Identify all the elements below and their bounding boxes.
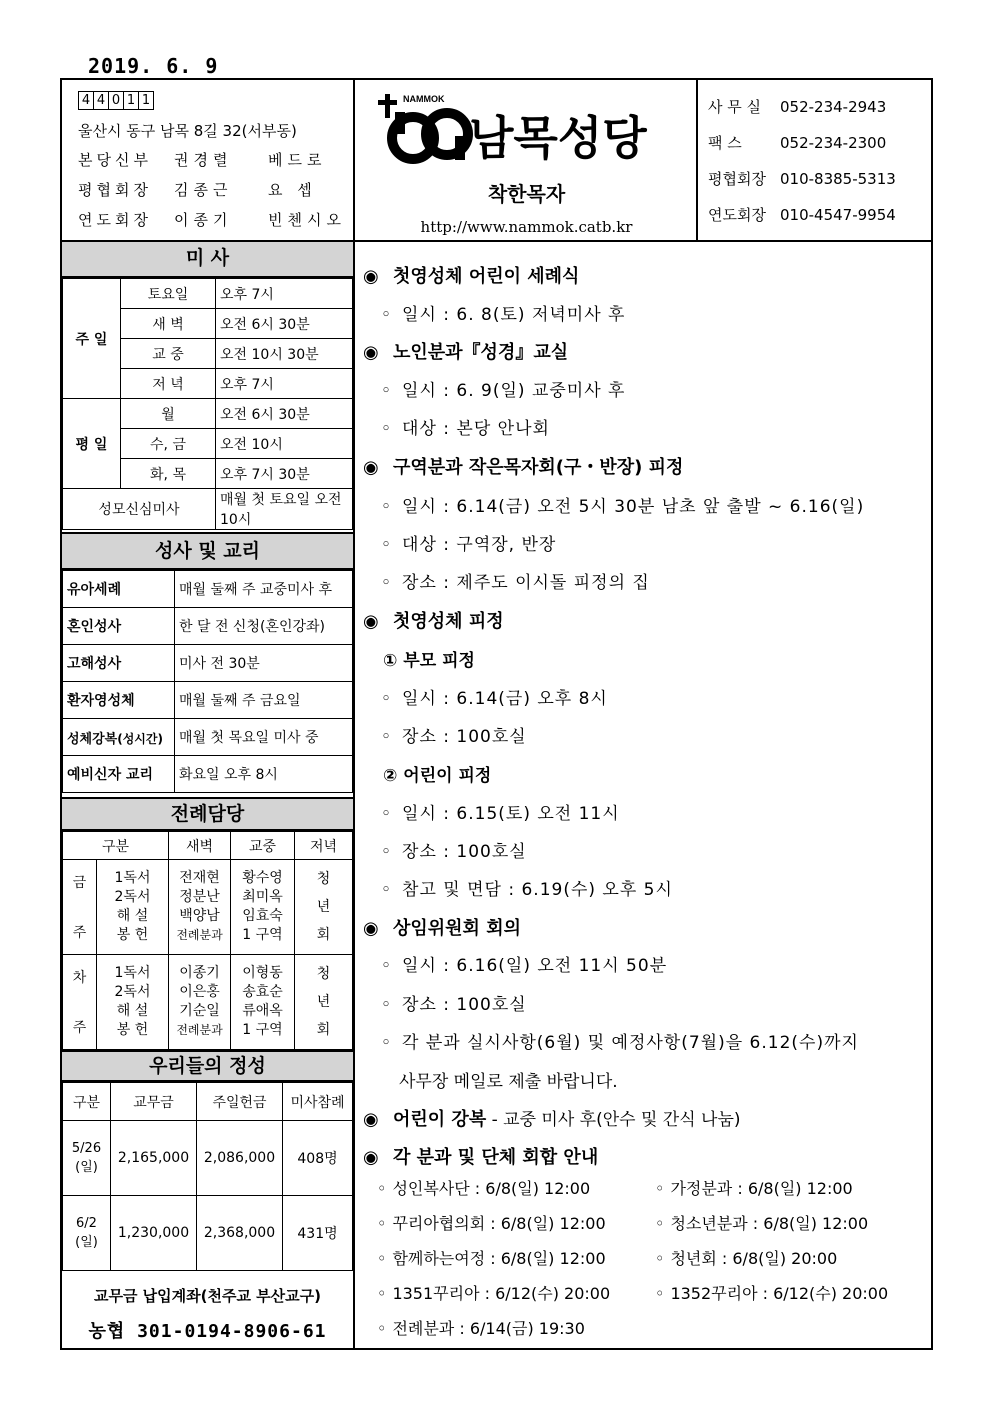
meeting-text: 가정분과 : 6/8(일) 12:00	[670, 1179, 853, 1198]
header	[62, 80, 931, 242]
liturgy-main-item: 1 구역	[242, 1022, 283, 1038]
notice-continuation	[399, 1067, 618, 1092]
liturgy-week-row	[63, 860, 353, 955]
liturgy-evening-item: 청	[316, 871, 331, 887]
liturgy-main-item: 황수영	[242, 870, 283, 886]
meeting-item	[655, 1211, 868, 1234]
notice-heading-text: 노인분과『성경』교실	[393, 342, 569, 363]
mass-row	[63, 399, 353, 429]
contact-phone: 010-8385-5313	[780, 170, 896, 188]
notices-column	[355, 242, 931, 1350]
liturgy-main-item: 최미옥	[242, 889, 283, 905]
liturgy-week-label	[63, 955, 97, 1050]
liturgy-roles	[97, 955, 169, 1050]
mass-time: 오후 7시 30분	[216, 459, 353, 489]
mass-table	[62, 278, 353, 530]
offering-date	[63, 1121, 111, 1196]
notice-item-text: 대상 : 본당 안나회	[402, 419, 550, 439]
liturgy-roles-item: 2독서	[114, 889, 151, 905]
liturgy-evening-item: 회	[316, 927, 331, 943]
mass-time: 오전 6시 30분	[216, 309, 353, 339]
bullet-icon: ◦	[655, 1249, 665, 1268]
bullet-icon: ◦	[377, 1249, 387, 1268]
liturgy-header: 새벽	[169, 832, 231, 860]
liturgy-main-item: 1 구역	[242, 927, 283, 943]
mass-group-label: 평 일	[63, 399, 121, 489]
address: 울산시 동구 남목 8길 32(서부동)	[78, 122, 297, 140]
liturgy-dawn-item: 이종기	[179, 965, 220, 981]
contact-phone: 052-234-2300	[780, 134, 887, 152]
notice-heading	[363, 1143, 598, 1169]
staff-role: 평협회장	[78, 181, 152, 199]
notice-heading-text: 구역분과 작은목자회(구・반장) 피정	[393, 457, 684, 478]
notice-item	[381, 530, 556, 555]
notice-heading	[363, 1105, 741, 1131]
bullet-icon: ◦	[377, 1179, 387, 1198]
logo-small-text: NAMMOK	[403, 94, 445, 104]
liturgy-dawn	[169, 955, 231, 1050]
contact-list	[698, 80, 931, 240]
parish-logo-block	[355, 80, 698, 240]
sacrament-name-text: 혼인성사	[67, 619, 122, 635]
mass-row	[63, 279, 353, 309]
sacrament-name-text: 성체강복	[67, 731, 118, 747]
sacrament-row	[63, 571, 353, 608]
contact-phone: 052-234-2943	[780, 98, 887, 116]
sacrament-desc: 매월 둘째 주 금요일	[175, 682, 353, 719]
notice-item-text: 일시 : 6.16(일) 오전 11시 50분	[402, 956, 668, 976]
liturgy-dawn-item: 전례분과	[176, 928, 223, 942]
sacrament-desc: 매월 둘째 주 교중미사 후	[175, 571, 353, 608]
liturgy-header: 저녁	[295, 832, 353, 860]
bullet-icon: ◦	[381, 995, 393, 1015]
meeting-item	[377, 1246, 606, 1269]
notice-item	[381, 837, 527, 862]
liturgy-roles-item: 봉 헌	[116, 1022, 149, 1038]
liturgy-week-label	[63, 860, 97, 955]
sacrament-desc: 매월 첫 목요일 미사 중	[175, 719, 353, 756]
liturgy-evening	[295, 955, 353, 1050]
staff-baptismal-name: 빈첸시오	[268, 211, 346, 229]
mass-day: 저 녁	[121, 369, 216, 399]
liturgy-evening-item: 회	[316, 1022, 331, 1038]
contact-row	[708, 168, 896, 189]
notice-item-text: 장소 : 100호실	[402, 995, 527, 1015]
notice-item	[381, 300, 625, 325]
meeting-text: 전례분과 : 6/14(금) 19:30	[392, 1319, 585, 1338]
postal-digit: 4	[93, 91, 109, 110]
offering-header: 주일헌금	[197, 1083, 283, 1121]
postal-digit: 0	[108, 91, 124, 110]
notice-subheading	[383, 761, 491, 786]
staff-row	[78, 149, 326, 170]
sacrament-name-text: 환자영성체	[67, 693, 135, 709]
notice-item	[381, 684, 608, 709]
meeting-text: 청년회 : 6/8(일) 20:00	[670, 1249, 838, 1268]
mass-time: 오후 7시	[216, 279, 353, 309]
meeting-text: 함께하는여정 : 6/8(일) 12:00	[392, 1249, 606, 1268]
liturgy-main-item: 류애옥	[242, 1003, 283, 1019]
offering-attendance: 408명	[283, 1121, 353, 1196]
liturgy-dawn-item: 기순일	[179, 1003, 220, 1019]
bullet-icon: ◦	[381, 1033, 393, 1053]
liturgy-main	[231, 860, 295, 955]
notice-item	[381, 799, 620, 824]
notice-item-text: 일시 : 6.14(금) 오전 5시 30분 남초 앞 출발 ~ 6.16(일)	[402, 497, 865, 517]
staff-role: 본당신부	[78, 151, 152, 169]
bullet-icon: ◦	[381, 381, 393, 401]
liturgy-evening-item: 청	[316, 966, 331, 982]
meeting-item	[377, 1281, 610, 1304]
staff-role: 연도회장	[78, 211, 152, 229]
mass-day: 토요일	[121, 279, 216, 309]
liturgy-week-top: 금	[72, 875, 87, 891]
sacrament-name	[63, 571, 175, 608]
notice-marker-icon: ◉	[363, 611, 379, 632]
sacrament-row	[63, 608, 353, 645]
postal-digit: 1	[138, 91, 154, 110]
cross-icon	[378, 94, 397, 118]
bulletin-frame	[60, 78, 933, 1350]
notice-item-text: 일시 : 6. 8(토) 저녁미사 후	[402, 305, 626, 325]
sacrament-row	[63, 756, 353, 793]
meeting-text: 1352꾸리아 : 6/12(수) 20:00	[670, 1284, 889, 1303]
offering-header: 교무금	[111, 1083, 197, 1121]
notice-item	[381, 990, 527, 1015]
sacrament-row	[63, 645, 353, 682]
notice-item	[381, 722, 527, 747]
notice-heading-text: 첫영성체 피정	[393, 611, 504, 632]
mass-time: 오후 7시	[216, 369, 353, 399]
notice-item	[381, 376, 625, 401]
notice-marker-icon: ◉	[363, 457, 379, 478]
liturgy-dawn	[169, 860, 231, 955]
meeting-item	[377, 1316, 585, 1339]
bullet-icon: ◦	[381, 804, 393, 824]
bullet-icon: ◦	[377, 1214, 387, 1233]
meeting-item	[655, 1246, 837, 1269]
liturgy-header: 구분	[63, 832, 169, 860]
logo-69-icon	[392, 112, 468, 160]
special-mass-label: 성모신심미사	[63, 489, 216, 530]
offering-date-text: 6/2	[76, 1216, 97, 1231]
parish-url[interactable]: http://www.nammok.catb.kr	[420, 218, 633, 236]
liturgy-evening-item: 년	[316, 994, 331, 1010]
staff-row	[78, 179, 317, 200]
contact-row	[708, 96, 886, 117]
bullet-icon: ◦	[381, 497, 393, 517]
mass-time: 오전 10시	[216, 429, 353, 459]
notice-item	[381, 414, 550, 439]
sacrament-row	[63, 719, 353, 756]
bullet-icon: ◦	[381, 842, 393, 862]
liturgy-heading: 전례담당	[62, 797, 353, 831]
notice-subheading	[383, 646, 475, 671]
offering-header: 미사참례	[283, 1083, 353, 1121]
meeting-item	[655, 1176, 853, 1199]
bullet-icon: ◦	[381, 956, 393, 976]
sacrament-name-text: 고해성사	[67, 656, 122, 672]
notice-marker-icon: ◉	[363, 342, 379, 363]
staff-row	[78, 209, 346, 230]
notice-text: 사무장 메일로 제출 바랍니다.	[399, 1072, 618, 1092]
bullet-icon: ◦	[655, 1284, 665, 1303]
postal-digit: 4	[78, 91, 94, 110]
liturgy-main	[231, 955, 295, 1050]
bullet-icon: ◦	[381, 880, 393, 900]
mass-time: 오전 6시 30분	[216, 399, 353, 429]
bullet-icon: ◦	[381, 305, 393, 325]
offering-row	[63, 1121, 353, 1196]
notice-item	[381, 1028, 859, 1053]
liturgy-week-row	[63, 955, 353, 1050]
bulletin-date: 2019. 6. 9	[88, 54, 219, 78]
liturgy-roles-item: 해 설	[116, 1003, 149, 1019]
contact-row	[708, 132, 886, 153]
account-number: 농협 301-0194-8906-61	[88, 1321, 327, 1342]
account-label: 교무금 납입계좌(천주교 부산교구)	[93, 1287, 322, 1305]
mass-day: 화, 목	[121, 459, 216, 489]
notice-item-text: 각 분과 실시사항(6월) 및 예정사항(7월)을 6.12(수)까지	[402, 1033, 859, 1053]
parish-logo	[373, 88, 683, 168]
notice-heading	[363, 914, 521, 940]
bullet-icon: ◦	[381, 727, 393, 747]
liturgy-dawn-item: 이은홍	[179, 984, 220, 1000]
staff-name: 권경렬	[174, 151, 233, 169]
liturgy-main-item: 송효순	[242, 984, 283, 1000]
liturgy-roles-item: 봉 헌	[116, 927, 149, 943]
notice-item-text: 일시 : 6.14(금) 오후 8시	[402, 689, 608, 709]
notice-item	[381, 492, 864, 517]
bullet-icon: ◦	[655, 1214, 665, 1233]
offering-row	[63, 1196, 353, 1271]
notice-item-text: 대상 : 구역장, 반장	[402, 535, 557, 555]
staff-baptismal-name: 베드로	[268, 151, 327, 169]
liturgy-week-top: 차	[72, 970, 87, 986]
notice-item-text: 일시 : 6.15(토) 오전 11시	[402, 804, 620, 824]
notice-heading-text: 상임위원회 회의	[393, 918, 521, 939]
notice-item	[381, 568, 650, 593]
notice-marker-icon: ◉	[363, 918, 379, 939]
offering-collection: 2,368,000	[197, 1196, 283, 1271]
contact-label: 평협회장	[708, 170, 766, 188]
parish-info	[62, 80, 355, 240]
notice-item-text: 장소 : 100호실	[402, 842, 527, 862]
contact-label: 팩 스	[708, 134, 742, 152]
liturgy-evening	[295, 860, 353, 955]
liturgy-main-item: 이형동	[242, 965, 283, 981]
offering-header: 구분	[63, 1083, 111, 1121]
sacrament-name	[63, 756, 175, 793]
bullet-icon: ◦	[381, 573, 393, 593]
offering-date	[63, 1196, 111, 1271]
notice-item-text: 장소 : 100호실	[402, 727, 527, 747]
mass-day: 새 벽	[121, 309, 216, 339]
liturgy-main-item: 임효숙	[242, 908, 283, 924]
staff-baptismal-name: 요 셉	[268, 181, 317, 199]
notice-marker-icon: ◉	[363, 266, 379, 287]
offering-dues: 1,230,000	[111, 1196, 197, 1271]
left-column	[62, 242, 355, 1350]
notice-text: ① 부모 피정	[383, 651, 475, 671]
liturgy-roles-item: 2독서	[114, 984, 151, 1000]
offering-day-text: (일)	[75, 1160, 98, 1175]
special-mass-row	[63, 489, 353, 530]
parish-name: 남목성당	[469, 111, 647, 165]
mass-day: 교 중	[121, 339, 216, 369]
notice-item-text: 일시 : 6. 9(일) 교중미사 후	[402, 381, 626, 401]
mass-day: 수, 금	[121, 429, 216, 459]
bullet-icon: ◦	[381, 535, 393, 555]
offering-heading: 우리들의 정성	[62, 1050, 353, 1082]
motto: 착한목자	[487, 182, 566, 206]
mass-heading: 미 사	[62, 242, 353, 278]
contact-label: 사 무 실	[708, 98, 762, 116]
meeting-item	[377, 1176, 590, 1199]
notice-heading-suffix: - 교중 미사 후(안수 및 간식 나눔)	[486, 1110, 741, 1130]
liturgy-table	[62, 831, 353, 1050]
liturgy-dawn-item: 정분난	[179, 889, 220, 905]
special-mass-time: 매월 첫 토요일 오전 10시	[216, 489, 353, 530]
liturgy-evening-item: 년	[316, 899, 331, 915]
meeting-text: 꾸리아협의회 : 6/8(일) 12:00	[392, 1214, 606, 1233]
staff-name: 김종근	[174, 181, 233, 199]
notice-heading	[363, 607, 504, 633]
bullet-icon: ◦	[377, 1284, 387, 1303]
sacrament-desc: 한 달 전 신청(혼인강좌)	[175, 608, 353, 645]
sacrament-name	[63, 682, 175, 719]
meeting-text: 1351꾸리아 : 6/12(수) 20:00	[392, 1284, 611, 1303]
offering-day-text: (일)	[75, 1235, 98, 1250]
bullet-icon: ◦	[377, 1319, 387, 1338]
notice-item	[381, 875, 673, 900]
notice-marker-icon: ◉	[363, 1109, 379, 1130]
notice-heading	[363, 338, 568, 364]
liturgy-roles	[97, 860, 169, 955]
sacrament-name	[63, 608, 175, 645]
sacrament-name	[63, 719, 175, 756]
mass-day: 월	[121, 399, 216, 429]
bullet-icon: ◦	[381, 419, 393, 439]
meeting-item	[377, 1211, 606, 1234]
bullet-icon: ◦	[655, 1179, 665, 1198]
meeting-text: 성인복사단 : 6/8(일) 12:00	[392, 1179, 591, 1198]
contact-row	[708, 204, 896, 225]
notice-heading-text: 각 분과 및 단체 회합 안내	[393, 1147, 599, 1168]
liturgy-header-row	[63, 832, 353, 860]
postal-code	[78, 91, 153, 110]
sacraments-table	[62, 570, 353, 793]
notice-item	[381, 951, 667, 976]
meeting-item	[655, 1281, 888, 1304]
notice-item-text: 장소 : 제주도 이시돌 피정의 집	[402, 573, 650, 593]
sacrament-name-text: 유아세례	[67, 582, 122, 598]
sacrament-row	[63, 682, 353, 719]
offering-dues: 2,165,000	[111, 1121, 197, 1196]
sacrament-desc: 미사 전 30분	[175, 645, 353, 682]
offering-collection: 2,086,000	[197, 1121, 283, 1196]
notice-marker-icon: ◉	[363, 1147, 379, 1168]
mass-group-label: 주 일	[63, 279, 121, 399]
offering-table	[62, 1082, 353, 1271]
liturgy-dawn-item: 전재현	[179, 870, 220, 886]
meeting-text: 청소년분과 : 6/8(일) 12:00	[670, 1214, 869, 1233]
offering-header-row	[63, 1083, 353, 1121]
contact-phone: 010-4547-9954	[780, 206, 896, 224]
notice-heading	[363, 262, 579, 288]
liturgy-roles-item: 해 설	[116, 908, 149, 924]
offering-attendance: 431명	[283, 1196, 353, 1271]
notice-text: ② 어린이 피정	[383, 766, 492, 786]
sacrament-desc: 화요일 오후 8시	[175, 756, 353, 793]
liturgy-dawn-item: 백양남	[179, 908, 220, 924]
notice-heading	[363, 453, 683, 479]
offering-date-text: 5/26	[71, 1141, 102, 1156]
sacraments-heading: 성사 및 교리	[62, 532, 353, 570]
notice-item-text: 참고 및 면담 : 6.19(수) 오후 5시	[402, 880, 673, 900]
staff-name: 이종기	[174, 211, 233, 229]
liturgy-header: 교중	[231, 832, 295, 860]
sacrament-name-text: 예비신자 교리	[67, 767, 154, 783]
contact-label: 연도회장	[708, 206, 766, 224]
mass-time: 오전 10시 30분	[216, 339, 353, 369]
liturgy-roles-item: 1독서	[114, 965, 151, 981]
liturgy-dawn-item: 전례분과	[176, 1023, 223, 1037]
postal-digit: 1	[123, 91, 139, 110]
liturgy-roles-item: 1독서	[114, 870, 151, 886]
notice-heading-text: 첫영성체 어린이 세례식	[393, 266, 580, 287]
sacrament-name-suffix: (성시간)	[117, 731, 163, 746]
sacrament-name	[63, 645, 175, 682]
bullet-icon: ◦	[381, 689, 393, 709]
liturgy-week-bottom: 주	[72, 1020, 87, 1036]
notice-heading-text: 어린이 강복	[393, 1109, 487, 1130]
liturgy-week-bottom: 주	[72, 925, 87, 941]
